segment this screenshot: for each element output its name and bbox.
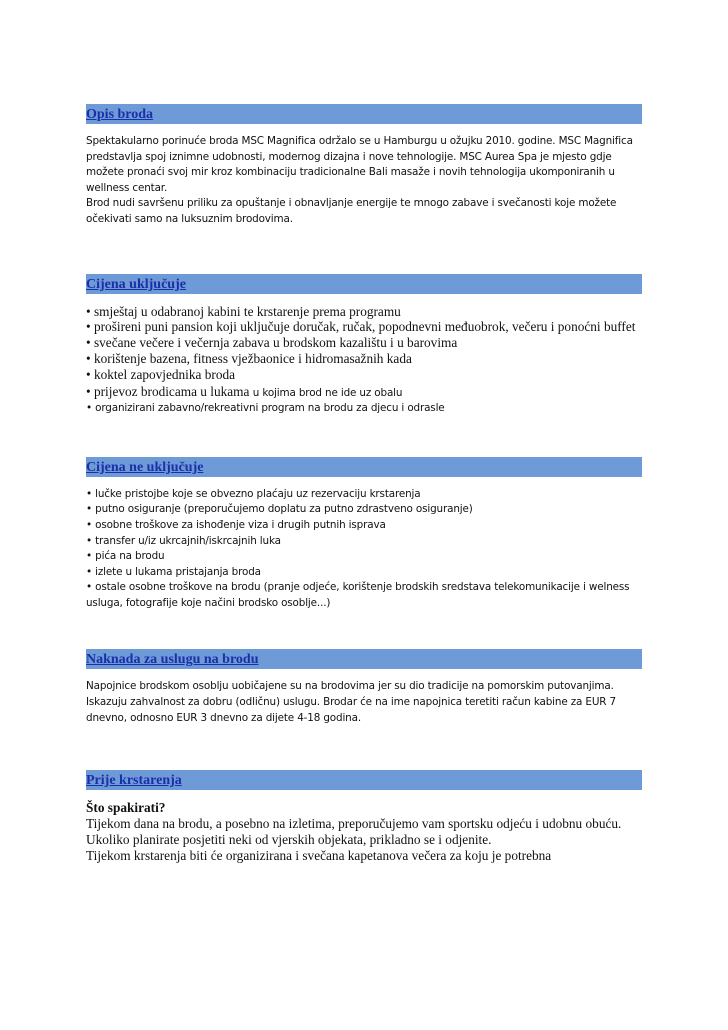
section-title: Cijena uključuje	[86, 276, 186, 292]
list-item	[86, 383, 642, 402]
section-header-bar	[86, 104, 642, 124]
not-included-list	[86, 487, 642, 612]
section-header-bar	[86, 770, 642, 790]
list-item: • korištenje bazena, fitness vježbaonice i hidromasažnih kada	[86, 350, 412, 366]
list-item: • lučke pristojbe koje se obvezno plaćaju uz rezervaciju krstarenja	[86, 487, 421, 500]
list-item-sans-part: u kojima brod ne ide uz obalu	[252, 386, 403, 399]
section-opis-broda	[86, 104, 642, 228]
subheading: Što spakirati?	[86, 800, 166, 816]
list-item: • organizirani zabavno/rekreativni program na brodu za djecu i odrasle	[86, 402, 445, 415]
section-title: Cijena ne uključuje	[86, 459, 204, 475]
section-header-bar	[86, 457, 642, 477]
section-cijena-ukljucuje	[86, 274, 642, 417]
section-title: Naknada za uslugu na brodu	[86, 652, 259, 668]
list-item: • koktel zapovjednika broda	[86, 366, 236, 382]
list-item: • svečane večere i večernja zabava u brodskom kazalištu i u barovima	[86, 335, 458, 351]
paragraph: Napojnice brodskom osoblju uobičajene su na brodovima jer su dio tradicije na pomorskim putovanjima. Iskazuju zahvalnost za dobru (odličnu) uslugu. Brodar će na ime napojnica teretiti račun kabine za EUR 7 dnevno, odnosno EUR 3 dnevno za dijete 4-18 godina.	[86, 680, 616, 724]
paragraph: Tijekom krstarenja biti će organizirana i svečana kapetanova večera za koju je potrebna	[86, 847, 552, 863]
list-item: • transfer u/iz ukrcajnih/iskrcajnih luka	[86, 534, 281, 547]
section-naknada	[86, 649, 642, 726]
paragraph: Brod nudi savršenu priliku za opuštanje i obnavljanje energije te mnogo zabave i svečanosti koje možete očekivati samo na luksuznim brodovima.	[86, 197, 617, 225]
section-title: Prije krstarenja	[86, 773, 182, 789]
section-prije-krstarenja	[86, 770, 642, 863]
included-list	[86, 304, 642, 417]
paragraph: Spektakularno porinuće broda MSC Magnifica održalo se u Hamburgu u ožujku 2010. godine. MSC Magnifica predstavlja spoj iznimne udobnosti, modernog dizajna i nove tehnologije. MSC Aurea Spa je mjesto gdje možete pronaći svoj mir kroz kombinaciju tradicionalne Bali masaže i novih tehnologija ukomponiranih u wellness centar.	[86, 135, 633, 194]
list-item: • osobne troškove za ishođenje viza i drugih putnih isprava	[86, 518, 386, 531]
list-item: • smještaj u odabranoj kabini te krstarenje prema programu	[86, 303, 401, 319]
list-item: • ostale osobne troškove na brodu (pranje odjeće, korištenje brodskih sredstava telekomunikacije i welness usluga, fotografije koje načini brodsko osoblje...)	[86, 581, 630, 609]
list-item: • prošireni puni pansion koji uključuje doručak, ručak, popodnevni međuobrok, večeru i ponoćni buffet	[86, 319, 636, 335]
document-page	[86, 104, 642, 911]
paragraph: Tijekom dana na brodu, a posebno na izletima, preporučujemo vam sportsku odjeću i udobnu obuću. Ukoliko planirate posjetiti neki od vjerskih objekata, prikladno se i odjenite.	[86, 816, 622, 847]
list-item: • izlete u lukama pristajanja broda	[86, 565, 261, 578]
section-cijena-ne-ukljucuje	[86, 457, 642, 612]
list-item: • pića na brodu	[86, 550, 165, 563]
list-item-serif-part: • prijevoz brodicama u lukama	[86, 383, 253, 399]
list-item: • putno osiguranje (preporučujemo doplatu za putno zdrastveno osiguranje)	[86, 503, 473, 516]
section-header-bar	[86, 274, 642, 294]
section-header-bar	[86, 649, 642, 669]
section-title: Opis broda	[86, 107, 154, 122]
